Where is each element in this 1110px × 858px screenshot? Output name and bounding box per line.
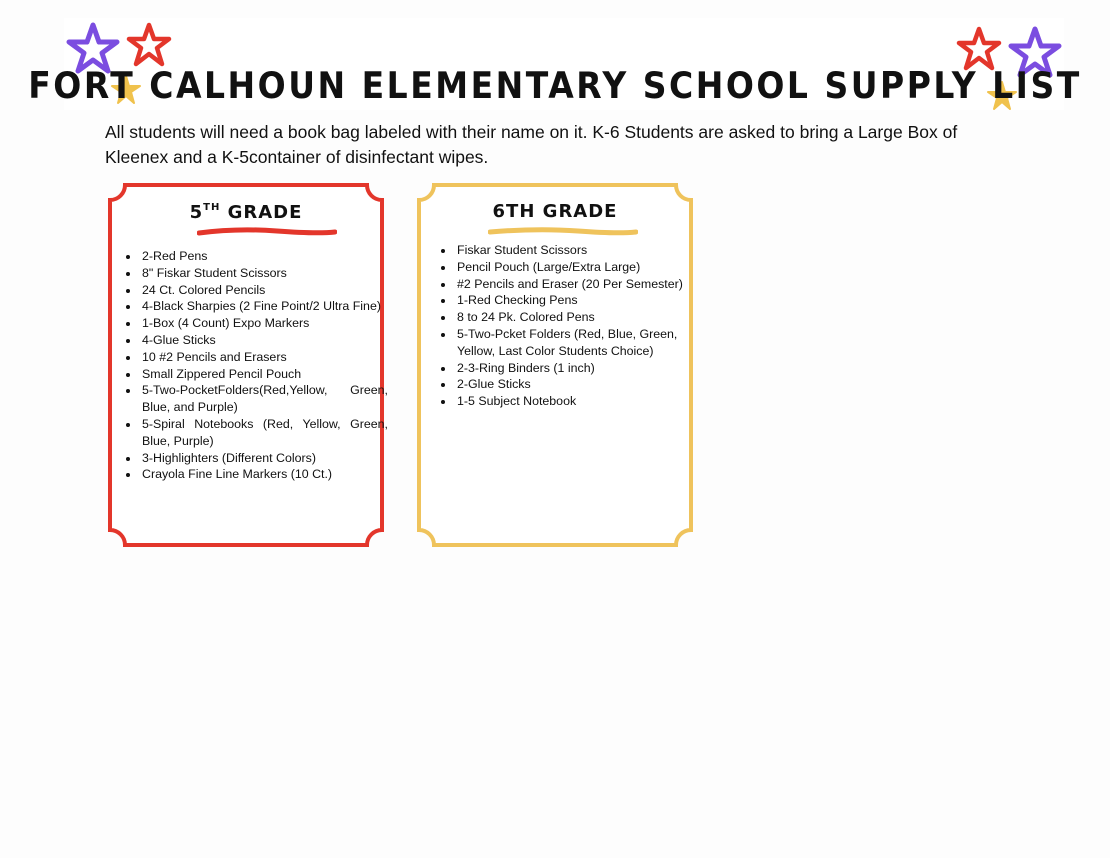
grade5-card (107, 182, 388, 548)
intro-text: All students will need a book bag labeled with their name on it. K-6 Students are asked to bring a Large Box of Kleenex and a K-5container of disinfectant wipes. (105, 122, 958, 167)
grade6-supply-list (437, 242, 707, 410)
supply-item: • 5-Two-Pcket Folders (Red, Blue, Green, Yellow, Last Color Students Choice) (455, 326, 707, 360)
grade6-title: 6TH GRADE (492, 201, 618, 222)
supply-item: • #2 Pencils and Eraser (20 Per Semester) (455, 276, 707, 293)
supply-item: • 5-Two-PocketFolders(Red,Yellow, Green, Blue, and Purple) (140, 382, 388, 416)
supply-item: • 10 #2 Pencils and Erasers (140, 349, 388, 366)
grade5-supply-list (122, 248, 388, 483)
supply-item: • 1-5 Subject Notebook (455, 393, 707, 410)
grade5-title: 5TH GRADE (189, 202, 303, 223)
supply-item: • 8 to 24 Pk. Colored Pens (455, 309, 707, 326)
supply-item: • 4-Glue Sticks (140, 332, 388, 349)
supply-item: • 1-Red Checking Pens (455, 292, 707, 309)
red-star-icon (126, 22, 172, 68)
supply-item: • Fiskar Student Scissors (455, 242, 707, 259)
brush-underline (197, 227, 337, 237)
supply-item: • 2-3-Ring Binders (1 inch) (455, 360, 707, 377)
supply-item: • Crayola Fine Line Markers (10 Ct.) (140, 466, 388, 483)
supply-item: • Small Zippered Pencil Pouch (140, 366, 388, 383)
supply-item: • 4-Black Sharpies (2 Fine Point/2 Ultra Fine) (140, 298, 388, 315)
supply-item: • 2-Glue Sticks (455, 376, 707, 393)
supply-item: • 1-Box (4 Count) Expo Markers (140, 315, 388, 332)
supply-item: • 24 Ct. Colored Pencils (140, 282, 388, 299)
supply-item: • 3-Highlighters (Different Colors) (140, 450, 388, 467)
brush-underline (488, 227, 638, 237)
supply-item: • 8" Fiskar Student Scissors (140, 265, 388, 282)
grade6-card (416, 182, 694, 548)
supply-item: • Pencil Pouch (Large/Extra Large) (455, 259, 707, 276)
supply-item: • 2-Red Pens (140, 248, 388, 265)
supply-item: • 5-Spiral Notebooks (Red, Yellow, Green, Blue, Purple) (140, 416, 388, 450)
page-title: FORT CALHOUN ELEMENTARY SCHOOL SUPPLY LIST (28, 64, 1082, 107)
